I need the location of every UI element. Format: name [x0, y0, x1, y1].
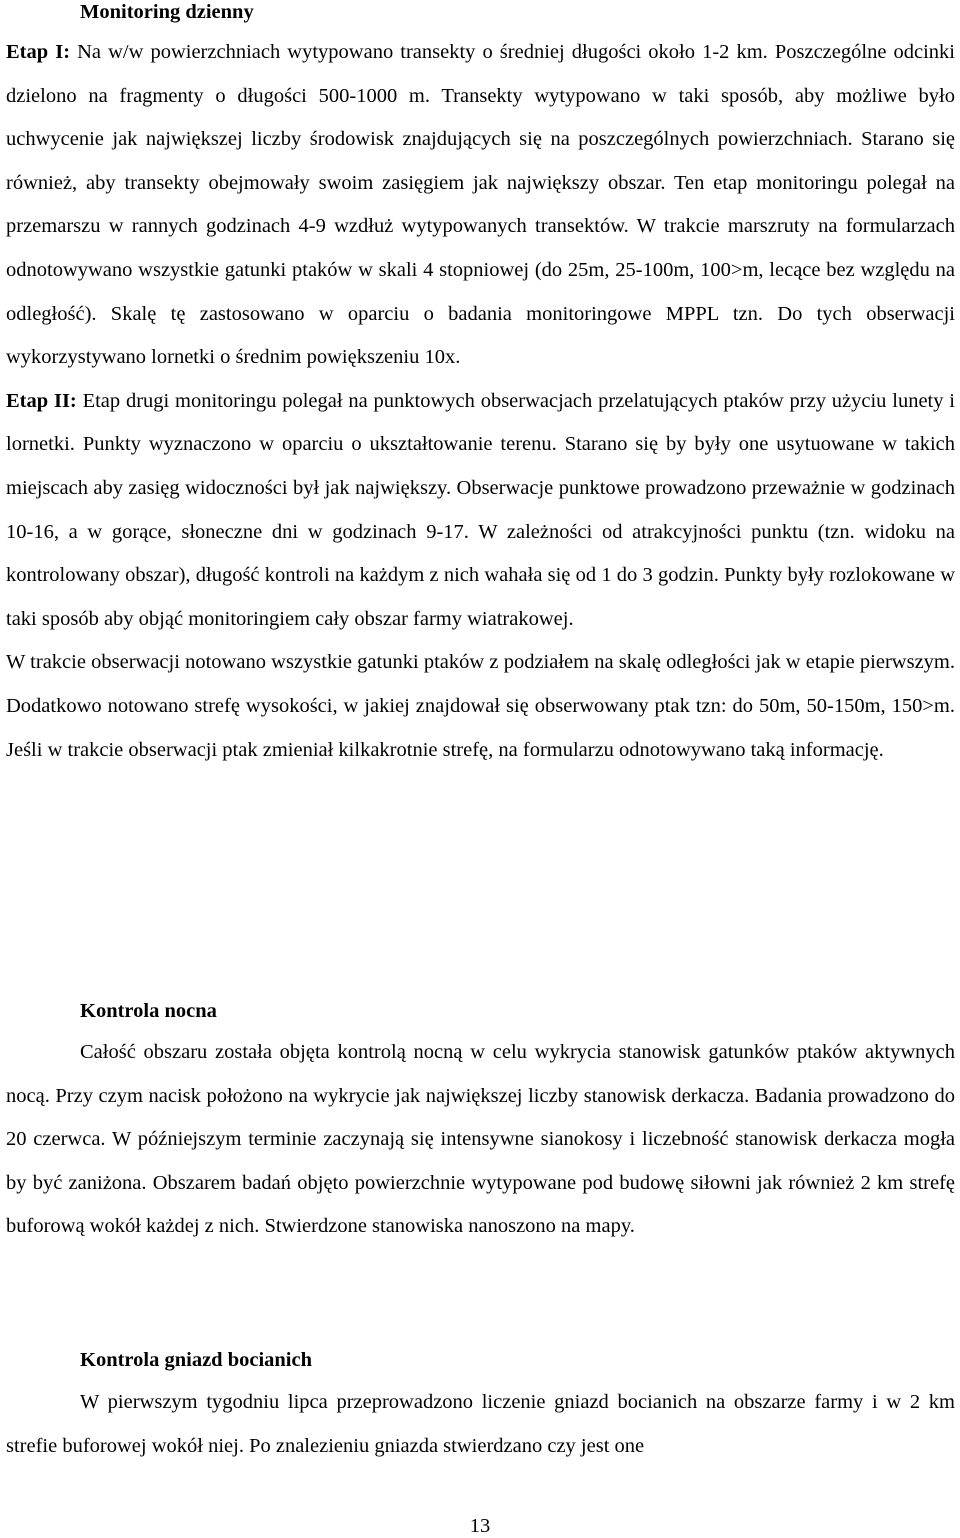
paragraph-observation-notes: W trakcie obserwacji notowano wszystkie gatunki ptaków z podziałem na skalę odległości jak w etapie pierwszym. Dodatkowo notowano strefę wysokości, w jakiej znajdował się obserwowany ptak tzn: do 50m, 50-150m, 150>m. Jeśli w trakcie obserwacji ptak zmieniał kilkakrotnie strefę, na formularzu odnotowywano taką informację.	[6, 651, 955, 761]
page-number: 13	[469, 1515, 491, 1537]
stage-1-text: Na w/w powierzchniach wytypowano transekty o średniej długości około 1-2 km. Poszczególne odcinki dzielono na fragmenty o długości 500-1000 m. Transekty wytypowano w taki sposób, aby możliwe było uchwycenie jak największej liczby środowisk znajdujących się na poszczególnych powierzchniach. Starano się również, aby transekty obejmowały swoim zasięgiem jak największy obszar. Ten etap monitoringu polegał na przemarszu w rannych godzinach 4-9 wzdłuż wytypowanych transektów. W trakcie marszruty na formularzach odnotowywano wszystkie gatunki ptaków w skali 4 stopniowej (do 25m, 25-100m, 100>m, lecące bez względu na odległość). Skalę tę zastosowano w oparciu o badania monitoringowe MPPL tzn. Do tych obserwacji wykorzystywano lornetki o średnim powiększeniu 10x.	[6, 41, 955, 369]
section-body-kontrola-gniazd	[6, 1381, 955, 1468]
stage-2-label: Etap II:	[6, 389, 77, 412]
paragraph-kontrola-gniazd: W pierwszym tygodniu lipca przeprowadzono liczenie gniazd bocianich na obszarze farmy i w 2 km strefie buforowej wokół niej. Po znalezieniu gniazda stwierdzano czy jest one	[6, 1391, 955, 1457]
stage-1-label: Etap I:	[6, 41, 71, 63]
stage-2-text: Etap drugi monitoringu polegał na punktowych obserwacjach przelatujących ptaków przy użyciu lunety i lornetki. Punkty wyznaczono w oparciu o ukształtowanie terenu. Starano się by były one usytuowane w takich miejscach aby zasięg widoczności był jak największy. Obserwacje punktowe prowadzono przeważnie w godzinach 10-16, a w gorące, słoneczne dni w godzinach 9-17. W zależności od atrakcyjności punktu (tzn. widoku na kontrolowany obszar), długość kontroli na każdym z nich wahała się od 1 do 3 godzin. Punkty były rozlokowane w taki sposób aby objąć monitoringiem cały obszar farmy wiatrakowej.	[6, 389, 955, 630]
section-heading-kontrola-nocna: Kontrola nocna	[80, 1000, 217, 1022]
paragraph-etap-1	[6, 31, 955, 380]
section-heading-kontrola-gniazd: Kontrola gniazd bocianich	[80, 1349, 312, 1371]
section-body-kontrola-nocna	[6, 1031, 955, 1249]
section-heading-monitoring-dzienny: Monitoring dzienny	[80, 1, 254, 23]
section-body-monitoring-dzienny	[6, 31, 955, 772]
paragraph-etap-2	[6, 380, 955, 642]
paragraph-kontrola-nocna: Całość obszaru została objęta kontrolą nocną w celu wykrycia stanowisk gatunków ptaków aktywnych nocą. Przy czym nacisk położono na wykrycie jak największej liczby stanowisk derkacza. Badania prowadzono do 20 czerwca. W późniejszym terminie zaczynają się intensywne sianokosy i liczebność stanowisk derkacza mogła by być zaniżona. Obszarem badań objęto powierzchnie wytypowane pod budowę siłowni jak również 2 km strefę buforową wokół każdej z nich. Stwierdzone stanowiska nanoszono na mapy.	[6, 1041, 955, 1238]
